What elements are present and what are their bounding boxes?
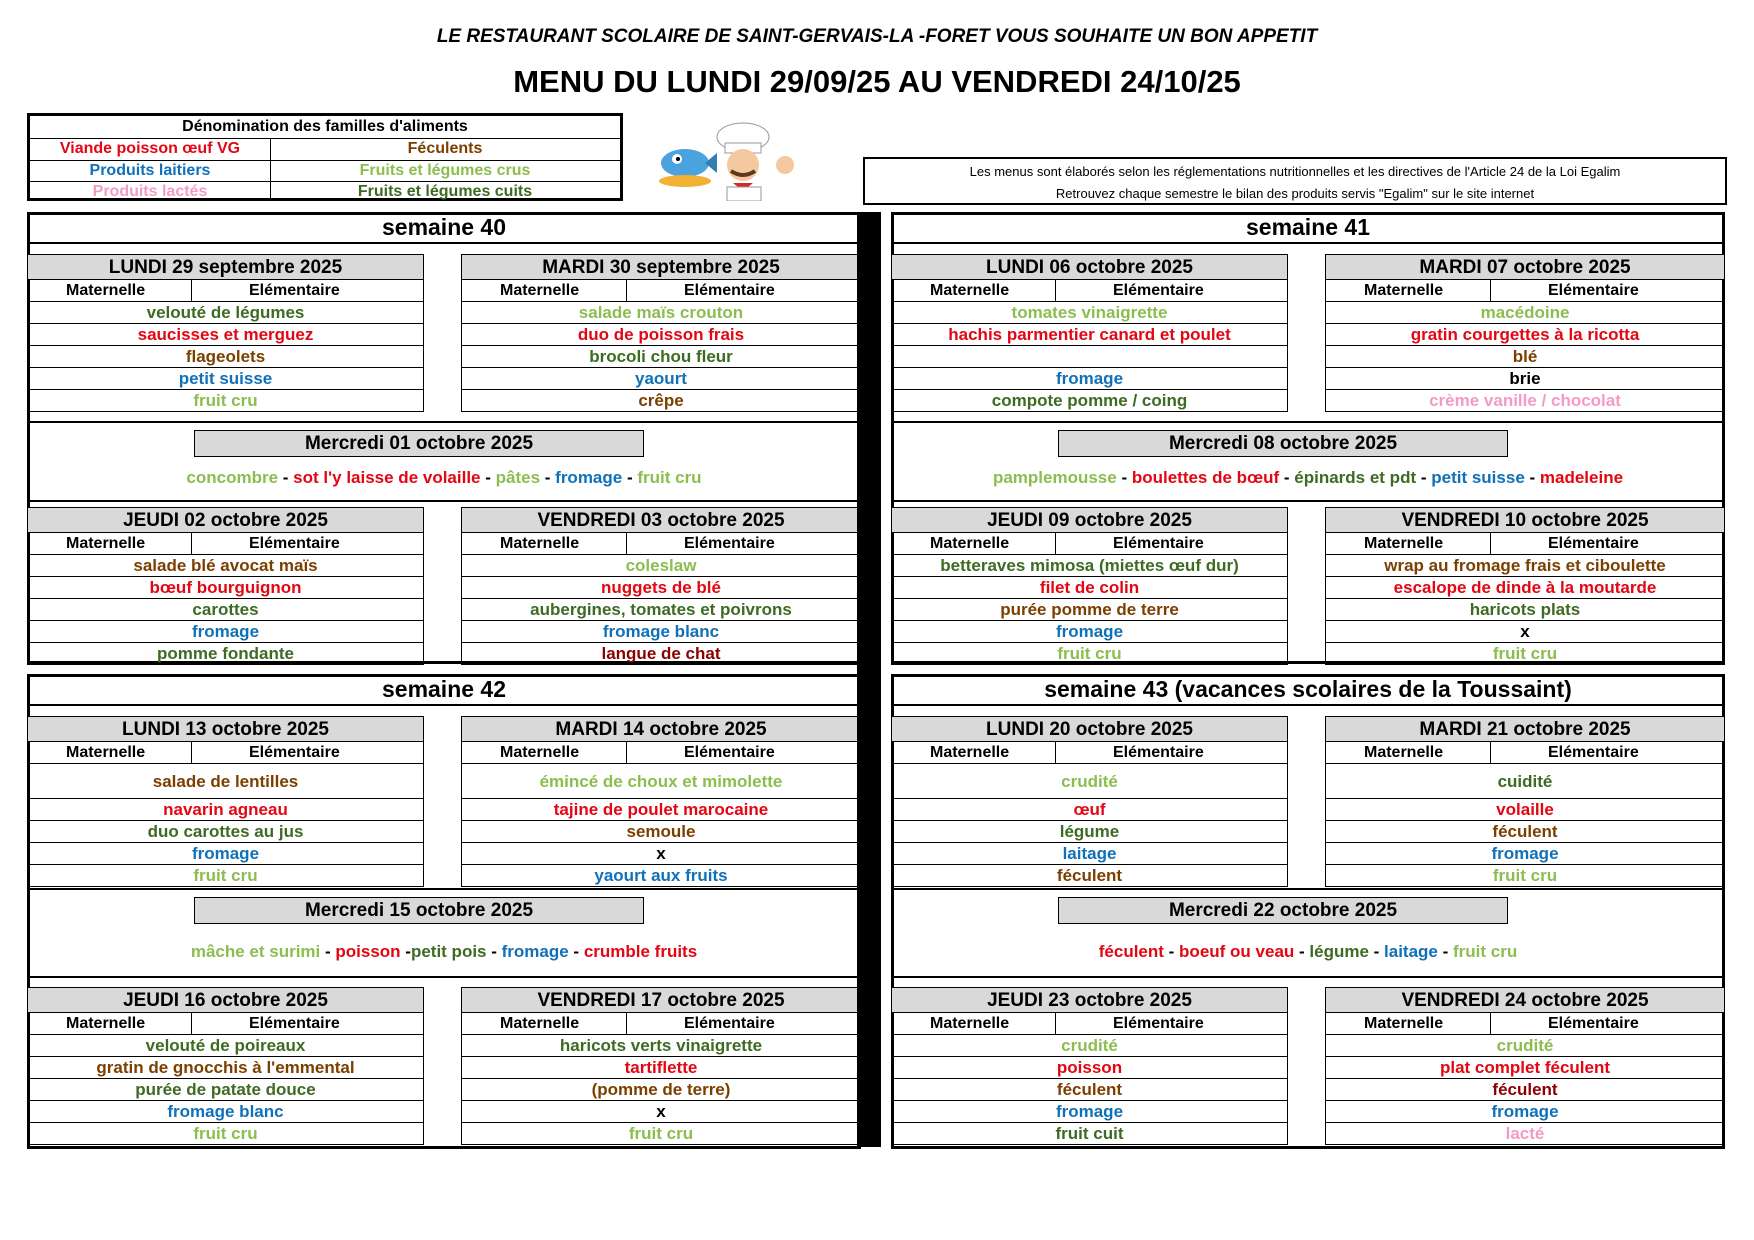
elementaire-label: Elémentaire	[1548, 744, 1639, 761]
legend-item: Produits lactés	[92, 183, 208, 200]
menu-item: saucisses et merguez	[27, 324, 424, 346]
day-name: VENDREDI 03 octobre 2025	[461, 507, 861, 533]
rule	[891, 888, 1725, 890]
elementaire-label: Elémentaire	[684, 535, 775, 552]
separator: -	[325, 942, 336, 961]
elementaire-label: Elémentaire	[249, 535, 340, 552]
elementaire-label: Elémentaire	[684, 1015, 775, 1032]
menu-item: crème vanille / chocolat	[1325, 390, 1725, 412]
menu-item: purée de patate douce	[27, 1079, 424, 1101]
menu-item: tajine de poulet marocaine	[461, 799, 861, 821]
course-labels	[891, 280, 1288, 302]
course-labels	[27, 742, 424, 764]
elementaire-label: Elémentaire	[249, 1015, 340, 1032]
maternelle-label: Maternelle	[1364, 535, 1444, 552]
elementaire-label: Elémentaire	[1113, 282, 1204, 299]
menu-item: féculent	[1325, 1079, 1725, 1101]
menu-item: compote pomme / coing	[891, 390, 1288, 412]
menu-item: haricots verts vinaigrette	[461, 1035, 861, 1057]
separator: -	[1116, 468, 1132, 487]
elementaire-label: Elémentaire	[1113, 1015, 1204, 1032]
menu-item: blé	[1325, 346, 1725, 368]
day-name: LUNDI 06 octobre 2025	[891, 254, 1288, 280]
day-name: JEUDI 09 octobre 2025	[891, 507, 1288, 533]
wednesday-menu	[27, 468, 861, 488]
day-name: LUNDI 29 septembre 2025	[27, 254, 424, 280]
elementaire-label: Elémentaire	[1548, 1015, 1639, 1032]
elementaire-label: Elémentaire	[249, 282, 340, 299]
separator: -	[480, 468, 496, 487]
menu-item: tomates vinaigrette	[891, 302, 1288, 324]
day-name: LUNDI 20 octobre 2025	[891, 716, 1288, 742]
rule	[27, 500, 861, 502]
separator: -	[622, 468, 638, 487]
menu-item: carottes	[27, 599, 424, 621]
course-labels	[461, 742, 861, 764]
menu-item: crudité	[1325, 1035, 1725, 1057]
menu-item: wrap au fromage frais et ciboulette	[1325, 555, 1725, 577]
maternelle-label: Maternelle	[930, 535, 1010, 552]
menu-item: fruit cru	[27, 390, 424, 412]
maternelle-label: Maternelle	[500, 535, 580, 552]
separator: -	[1294, 942, 1310, 961]
elementaire-label: Elémentaire	[1113, 535, 1204, 552]
menu-item: salade maïs crouton	[461, 302, 861, 324]
rule	[891, 500, 1725, 502]
menu-item: pamplemousse	[992, 468, 1117, 487]
menu-item: escalope de dinde à la moutarde	[1325, 577, 1725, 599]
menu-item: émincé de choux et mimolette	[461, 764, 861, 799]
menu-item: semoule	[461, 821, 861, 843]
rule	[27, 242, 861, 244]
menu-item: fromage	[27, 621, 424, 643]
menu-item: macédoine	[1325, 302, 1725, 324]
separator: -	[278, 468, 294, 487]
maternelle-label: Maternelle	[930, 1015, 1010, 1032]
menu-item: salade de lentilles	[27, 764, 424, 799]
menu-item: madeleine	[1539, 468, 1624, 487]
day-name: JEUDI 23 octobre 2025	[891, 987, 1288, 1013]
elementaire-label: Elémentaire	[684, 282, 775, 299]
menu-item: volaille	[1325, 799, 1725, 821]
day-name: MARDI 21 octobre 2025	[1325, 716, 1725, 742]
menu-item: betteraves mimosa (miettes œuf dur)	[891, 555, 1288, 577]
separator: -	[1524, 468, 1540, 487]
day-name: LUNDI 13 octobre 2025	[27, 716, 424, 742]
wednesday-name: Mercredi 08 octobre 2025	[1058, 430, 1508, 457]
menu-item: petit suisse	[27, 368, 424, 390]
week-title: semaine 43 (vacances scolaires de la Toussaint)	[1044, 676, 1572, 702]
menu-item: crudité	[891, 764, 1288, 799]
rule	[891, 704, 1725, 706]
rule	[891, 421, 1725, 423]
menu-item: fruit cuit	[891, 1123, 1288, 1145]
menu-item: yaourt aux fruits	[461, 865, 861, 887]
menu-item: fromage	[27, 843, 424, 865]
separator: -	[1283, 468, 1295, 487]
maternelle-label: Maternelle	[930, 744, 1010, 761]
week-title: semaine 42	[381, 676, 507, 702]
rule	[891, 242, 1725, 244]
menu-item: fromage	[1325, 843, 1725, 865]
menu-item: coleslaw	[461, 555, 861, 577]
menu-item: fromage	[501, 942, 569, 961]
maternelle-label: Maternelle	[1364, 282, 1444, 299]
chef-illustration	[655, 121, 810, 201]
menu-item: tartiflette	[461, 1057, 861, 1079]
menu-item: poisson	[891, 1057, 1288, 1079]
maternelle-label: Maternelle	[930, 282, 1010, 299]
wednesday-menu	[891, 942, 1725, 962]
course-labels	[461, 533, 861, 555]
menu-item: sot l'y laisse de volaille	[293, 468, 481, 487]
week-section	[27, 674, 861, 1149]
info-line: Retrouvez chaque semestre le bilan des produits servis "Egalim" sur le site internet	[1055, 186, 1535, 201]
menu-item: hachis parmentier canard et poulet	[891, 324, 1288, 346]
maternelle-label: Maternelle	[66, 282, 146, 299]
menu-item: filet de colin	[891, 577, 1288, 599]
menu-item: brocoli chou fleur	[461, 346, 861, 368]
menu-item: bœuf bourguignon	[27, 577, 424, 599]
menu-item: x	[461, 843, 861, 865]
separator: -	[568, 942, 584, 961]
elementaire-label: Elémentaire	[249, 744, 340, 761]
menu-item: boulettes de bœuf	[1131, 468, 1284, 487]
legend-item: Fruits et légumes cuits	[357, 183, 533, 200]
menu-item: langue de chat	[461, 643, 861, 665]
elementaire-label: Elémentaire	[1113, 744, 1204, 761]
menu-item: navarin agneau	[27, 799, 424, 821]
menu-item: crudité	[891, 1035, 1288, 1057]
menu-item: fromage blanc	[461, 621, 861, 643]
separator: -	[540, 468, 556, 487]
legend-item: Fruits et légumes crus	[359, 162, 531, 179]
wednesday-menu	[891, 468, 1725, 488]
menu-item: brie	[1325, 368, 1725, 390]
maternelle-label: Maternelle	[500, 1015, 580, 1032]
menu-item: fruit cru	[891, 643, 1288, 665]
menu-item: velouté de poireaux	[27, 1035, 424, 1057]
menu-item: crumble fruits	[583, 942, 698, 961]
menu-item: duo carottes au jus	[27, 821, 424, 843]
day-name: JEUDI 02 octobre 2025	[27, 507, 424, 533]
maternelle-label: Maternelle	[500, 282, 580, 299]
menu-item: fromage	[1325, 1101, 1725, 1123]
menu-item: nuggets de blé	[461, 577, 861, 599]
menu-item: féculent	[1325, 821, 1725, 843]
menu-item: fruit cru	[27, 1123, 424, 1145]
wednesday-name: Mercredi 15 octobre 2025	[194, 897, 644, 924]
course-labels	[1325, 280, 1725, 302]
menu-item	[891, 346, 1288, 368]
menu-item: concombre	[186, 468, 279, 487]
day-name: VENDREDI 17 octobre 2025	[461, 987, 861, 1013]
course-labels	[461, 1013, 861, 1035]
menu-item: laitage	[1384, 942, 1438, 961]
course-labels	[461, 280, 861, 302]
menu-item: fruit cru	[27, 865, 424, 887]
rule	[27, 976, 861, 978]
menu-item: petit suisse	[1431, 468, 1525, 487]
legend-item: Produits laitiers	[89, 162, 211, 179]
rule	[27, 704, 861, 706]
menu-item: salade blé avocat maïs	[27, 555, 424, 577]
menu-item: gratin courgettes à la ricotta	[1325, 324, 1725, 346]
menu-item: yaourt	[461, 368, 861, 390]
menu-item: légume	[891, 821, 1288, 843]
week-title: semaine 41	[1245, 214, 1371, 240]
menu-item: pomme fondante	[27, 643, 424, 665]
week-section	[27, 212, 861, 664]
menu-item: fruit cru	[1325, 865, 1725, 887]
menu-item: fromage	[555, 468, 623, 487]
elementaire-label: Elémentaire	[1548, 535, 1639, 552]
week-title: semaine 40	[381, 214, 507, 240]
menu-item: épinards et pdt	[1294, 468, 1417, 487]
separator: -	[1416, 468, 1432, 487]
menu-item: fruit cru	[1325, 643, 1725, 665]
wednesday-name: Mercredi 22 octobre 2025	[1058, 897, 1508, 924]
legend-title: Dénomination des familles d'aliments	[182, 118, 468, 135]
menu-item: laitage	[891, 843, 1288, 865]
menu-item: boeuf ou veau	[1179, 942, 1295, 961]
menu-period-title: MENU DU LUNDI 29/09/25 AU VENDREDI 24/10/25	[513, 64, 1241, 99]
course-labels	[1325, 533, 1725, 555]
food-family-legend	[27, 113, 623, 201]
day-name: MARDI 14 octobre 2025	[461, 716, 861, 742]
week-section	[891, 674, 1725, 1149]
menu-item: fromage	[891, 1101, 1288, 1123]
menu-item: poisson	[335, 942, 401, 961]
elementaire-label: Elémentaire	[1548, 282, 1639, 299]
menu-item: légume	[1309, 942, 1369, 961]
menu-item: haricots plats	[1325, 599, 1725, 621]
egalim-info-box	[863, 157, 1727, 205]
rule	[891, 976, 1725, 978]
info-line: Les menus sont élaborés selon les réglementations nutritionnelles et les directives de l'Article 24 de la Loi Egalim	[969, 164, 1621, 179]
legend-item: Féculents	[407, 140, 483, 157]
maternelle-label: Maternelle	[500, 744, 580, 761]
wednesday-name: Mercredi 01 octobre 2025	[194, 430, 644, 457]
course-labels	[891, 1013, 1288, 1035]
menu-item: purée pomme de terre	[891, 599, 1288, 621]
course-labels	[27, 280, 424, 302]
menu-item: mâche et surimi	[190, 942, 325, 961]
day-name: VENDREDI 24 octobre 2025	[1325, 987, 1725, 1013]
menu-item: fruit cru	[637, 468, 702, 487]
menu-item: velouté de légumes	[27, 302, 424, 324]
course-labels	[891, 742, 1288, 764]
elementaire-label: Elémentaire	[684, 744, 775, 761]
rule	[27, 421, 861, 423]
maternelle-label: Maternelle	[66, 1015, 146, 1032]
header-title: LE RESTAURANT SCOLAIRE DE SAINT-GERVAIS-LA -FORET VOUS SOUHAITE UN BON APPETIT	[436, 26, 1318, 47]
separator: -	[1368, 942, 1385, 961]
menu-item: (pomme de terre)	[461, 1079, 861, 1101]
separator: -	[486, 942, 502, 961]
separator: -	[400, 942, 411, 961]
day-name: VENDREDI 10 octobre 2025	[1325, 507, 1725, 533]
legend-item: Viande poisson œuf VG	[59, 140, 241, 157]
menu-item: gratin de gnocchis à l'emmental	[27, 1057, 424, 1079]
separator: -	[1437, 942, 1453, 961]
course-labels	[1325, 742, 1725, 764]
menu-item: petit pois	[410, 942, 487, 961]
wednesday-menu	[27, 942, 861, 962]
menu-item: féculent	[891, 1079, 1288, 1101]
menu-item: lacté	[1325, 1123, 1725, 1145]
day-name: JEUDI 16 octobre 2025	[27, 987, 424, 1013]
maternelle-label: Maternelle	[1364, 744, 1444, 761]
day-name: MARDI 07 octobre 2025	[1325, 254, 1725, 280]
menu-item: aubergines, tomates et poivrons	[461, 599, 861, 621]
menu-item: féculent	[891, 865, 1288, 887]
center-divider	[857, 212, 881, 1147]
course-labels	[27, 1013, 424, 1035]
menu-item: fromage blanc	[27, 1101, 424, 1123]
menu-item: plat complet féculent	[1325, 1057, 1725, 1079]
menu-item: crêpe	[461, 390, 861, 412]
menu-item: féculent	[1098, 942, 1164, 961]
maternelle-label: Maternelle	[66, 535, 146, 552]
course-labels	[891, 533, 1288, 555]
maternelle-label: Maternelle	[1364, 1015, 1444, 1032]
menu-item: fruit cru	[461, 1123, 861, 1145]
week-section	[891, 212, 1725, 664]
menu-item: duo de poisson frais	[461, 324, 861, 346]
menu-item: fromage	[891, 621, 1288, 643]
day-name: MARDI 30 septembre 2025	[461, 254, 861, 280]
menu-item: fruit cru	[1453, 942, 1518, 961]
menu-item: x	[1325, 621, 1725, 643]
separator: -	[1163, 942, 1180, 961]
course-labels	[27, 533, 424, 555]
menu-item: x	[461, 1101, 861, 1123]
menu-item: pâtes	[495, 468, 541, 487]
menu-item: fromage	[891, 368, 1288, 390]
menu-item: œuf	[891, 799, 1288, 821]
menu-item: cuidité	[1325, 764, 1725, 799]
rule	[27, 888, 861, 890]
maternelle-label: Maternelle	[66, 744, 146, 761]
menu-item: flageolets	[27, 346, 424, 368]
course-labels	[1325, 1013, 1725, 1035]
